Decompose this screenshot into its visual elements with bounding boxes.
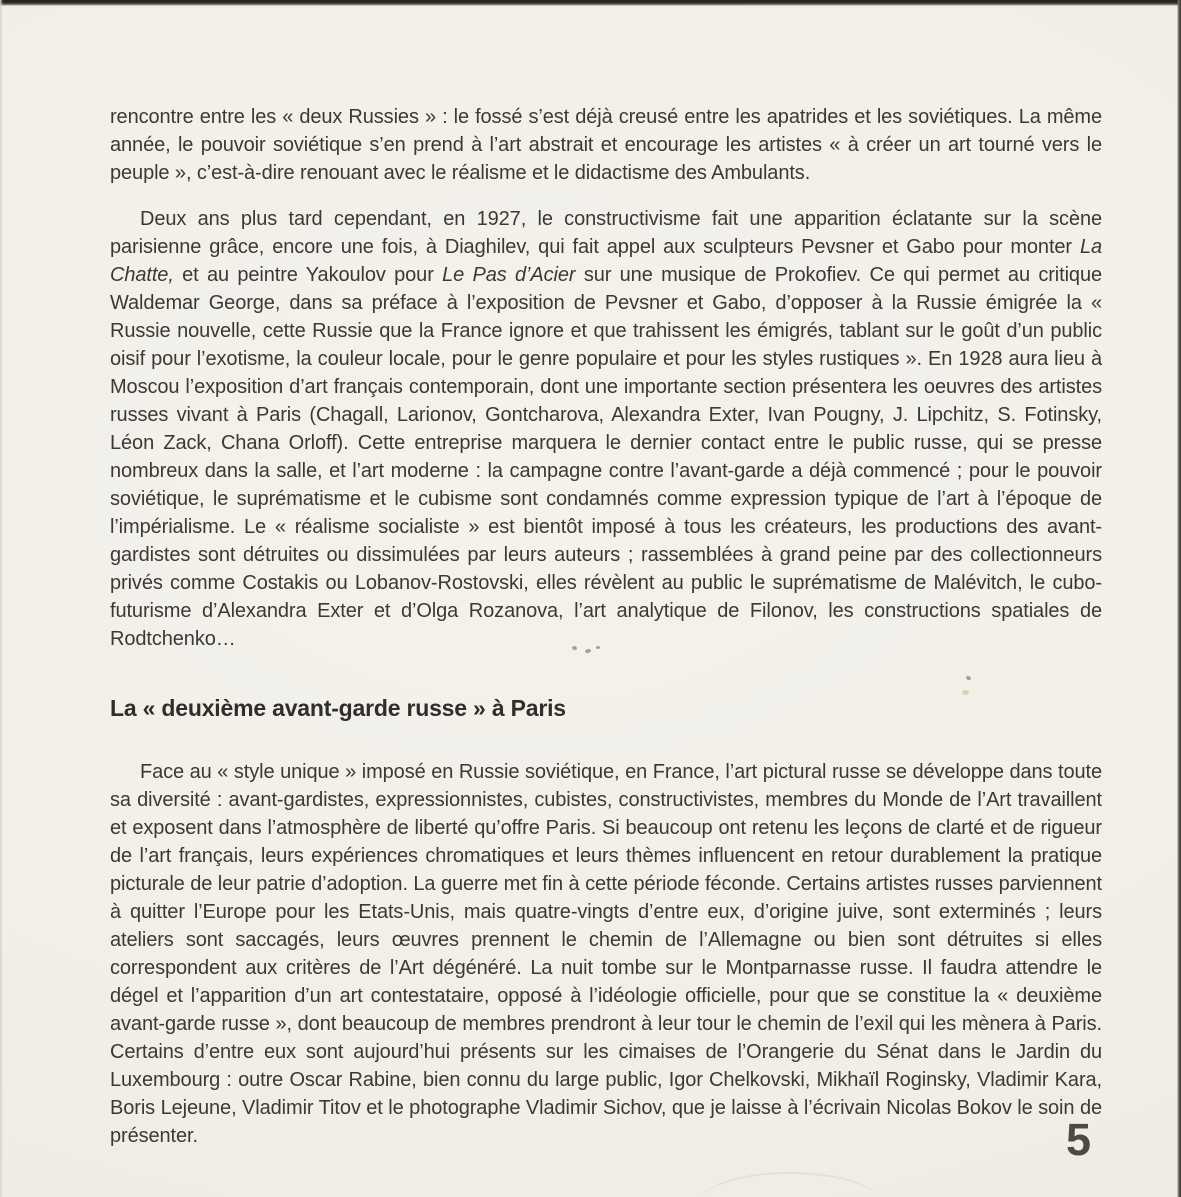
page-number: 5 <box>1066 1114 1092 1165</box>
book-title-la-chatte: La Chatte, <box>110 236 1102 286</box>
scan-edge-right <box>1177 0 1181 1197</box>
paragraph-2-text: et au peintre Yakoulov pour <box>173 264 443 286</box>
scan-speck <box>596 646 600 649</box>
paragraph-2-text: sur une musique de Prokofiev. Ce qui permet au critique Waldemar George, dans sa préface à l’exposition de Pevsner et Gabo, d’opposer à la Russie émigrée la « Russie nouvelle, cette Russie que la France ignore et que trahissent les émigrés, tablant sur le goût d’un public oisif pour l’exotisme, la couleur locale, pour le genre populaire et pour les styles rustiques ». En 1928 aura lieu à Moscou l’exposition d’art français contemporain, dont une importante section présentera les oeuvres des artistes russes vivant à Paris (Chagall, Larionov, Gontcharova, Alexandra Exter, Ivan Pougny, J. Lipchitz, S. Fotinsky, Léon Zack, Chana Orloff). Cette entreprise marquera le dernier contact entre le public russe, qui se presse nombreux dans la salle, et l’art moderne : la campagne contre l’avant-garde a déjà commencé ; pour le pouvoir soviétique, le suprématisme et le cubisme sont condamnés comme expression typique de l’art à l’époque de l’impérialisme. Le « réalisme socialiste » est bientôt imposé à tous les créateurs, les productions des avant-gardistes sont détruites ou dissimulées par leurs auteurs ; rassemblées à grand peine par des collectionneurs privés comme Costakis ou Lobanov-Rostovski, elles révèlent au public le suprématisme de Malévitch, le cubo-futurisme d’Alexandra Exter et d’Olga Rozanova, l’art analytique de Filonov, les constructions spatiales de Rodtchenko… <box>110 264 1102 650</box>
scan-edge-left <box>0 0 3 1197</box>
body-paragraph-1: rencontre entre les « deux Russies » : le fossé s’est déjà creusé entre les apatrides et les soviétiques. La même année, le pouvoir soviétique s’en prend à l’art abstrait et encourage les artistes « à créer un art tourné vers le peuple », c’est-à-dire renouant avec le réalisme et le didactisme des Ambulants. <box>110 106 1102 184</box>
ballet-title-le-pas-dacier: Le Pas d’Acier <box>442 264 576 286</box>
body-paragraph-2 <box>110 205 1102 653</box>
body-paragraph-3: Face au « style unique » imposé en Russie soviétique, en France, l’art pictural russe se développe dans toute sa diversité : avant-gardistes, expressionnistes, cubistes, constructivistes, membres du Monde de l’Art travaillent et exposent dans l’atmosphère de liberté qu’offre Paris. Si beaucoup ont retenu les leçons de clarté et de rigueur de l’art français, leurs expériences chromatiques et leurs thèmes influencent en retour durablement la pratique picturale de leur patrie d’adoption. La guerre met fin à cette période féconde. Certains artistes russes parviennent à quitter l’Europe pour les Etats-Unis, mais quatre-vingts d’entre eux, d’origine juive, sont exterminés ; leurs ateliers sont saccagés, leurs œuvres prennent le chemin de l’Allemagne ou bien sont détruites si elles correspondent aux critères de l’Art dégénéré. La nuit tombe sur le Montparnasse russe. Il faudra attendre le dégel et l’apparition d’un art contestataire, opposé à l’idéologie officielle, pour que se constitue la « deuxième avant-garde russe », dont beaucoup de membres prendront à leur tour le chemin de l’exil qui les mènera à Paris. Certains d’entre eux sont aujourd’hui présents sur les cimaises de l’Orangerie du Sénat dans le Jardin du Luxembourg : outre Oscar Rabine, bien connu du large public, Igor Chelkovski, Mikhaïl Roginsky, Vladimir Kara, Boris Lejeune, Vladimir Titov et le photographe Vladimir Sichov, que je laisse à l’écrivain Nicolas Bokov le soin de présenter. <box>110 761 1102 1147</box>
paragraph-2-text: Deux ans plus tard cependant, en 1927, le constructivisme fait une apparition éclatante sur la scène parisienne grâce, encore une fois, à Diaghilev, qui fait appel aux sculpteurs Pevsner et Gabo pour monter <box>110 208 1102 258</box>
page-curl-artifact <box>700 1172 880 1197</box>
section-heading: La « deuxième avant-garde russe » à Paris <box>110 695 566 721</box>
text-block <box>110 103 1102 1150</box>
scan-speck <box>962 690 969 695</box>
scan-edge-top <box>0 0 1181 6</box>
